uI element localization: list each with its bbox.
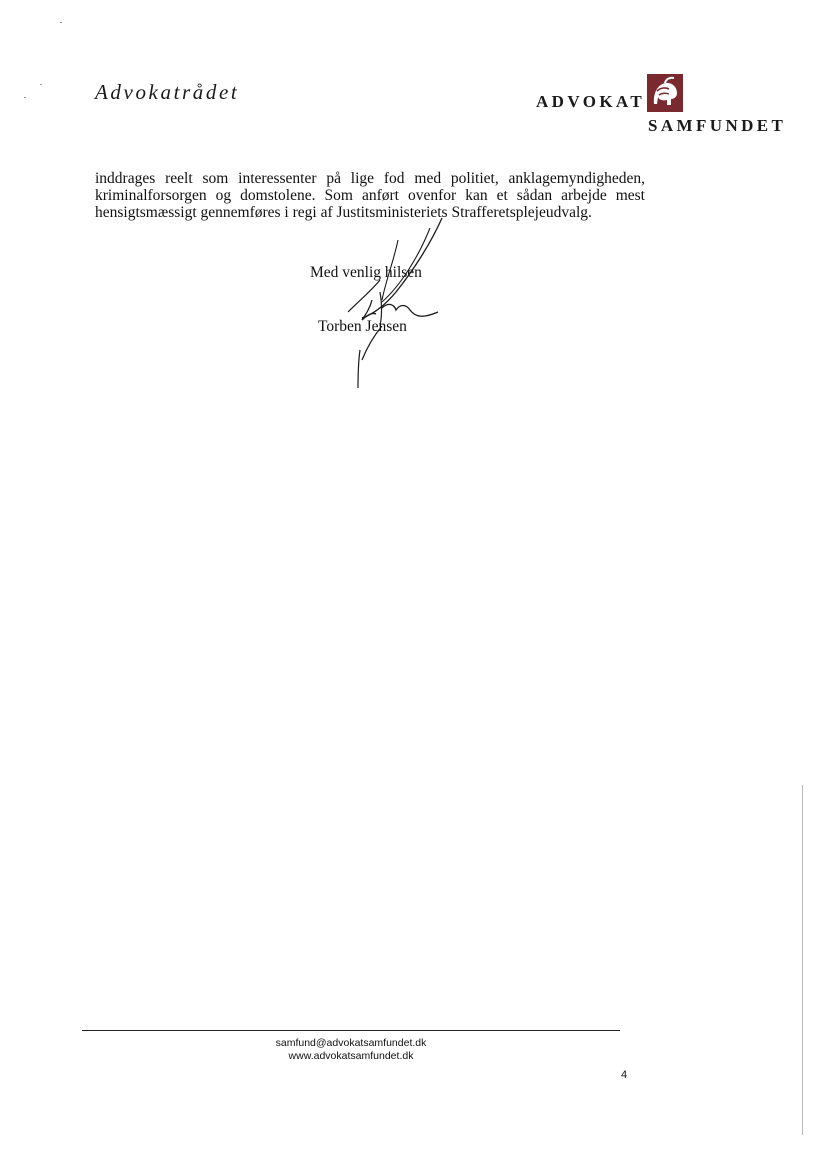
letter-paragraph: inddrages reelt som interessenter på lige fod med politiet, anklagemyndigheden, kriminalforsorgen og domstolene. Som anført ovenfor kan et sådan arbejde mest hensigtsmæssigt gennemføres i regi af Justitsministeriets Strafferetsplejeudvalg. xyxy=(95,170,645,221)
header-title: Advokatrådet xyxy=(95,80,240,104)
scan-edge-line xyxy=(802,785,803,1135)
scan-speck xyxy=(24,97,26,98)
footer xyxy=(82,1037,620,1063)
handwritten-signature xyxy=(300,200,460,395)
footer-website: www.advokatsamfundet.dk xyxy=(288,1050,414,1062)
logo-text-advokat: ADVOKAT xyxy=(536,92,646,111)
scan-speck xyxy=(60,22,62,23)
logo-text-samfundet: SAMFUNDET xyxy=(648,116,787,135)
scan-speck xyxy=(40,84,42,85)
footer-divider xyxy=(82,1030,620,1031)
logo-helmet-icon xyxy=(647,74,683,112)
logo xyxy=(536,74,796,138)
footer-email: samfund@advokatsamfundet.dk xyxy=(275,1037,427,1049)
page-number: 4 xyxy=(621,1069,628,1081)
closing-line: Med venlig hilsen xyxy=(310,264,422,281)
letter-body xyxy=(95,170,645,221)
signer-name: Torben Jensen xyxy=(318,318,407,335)
